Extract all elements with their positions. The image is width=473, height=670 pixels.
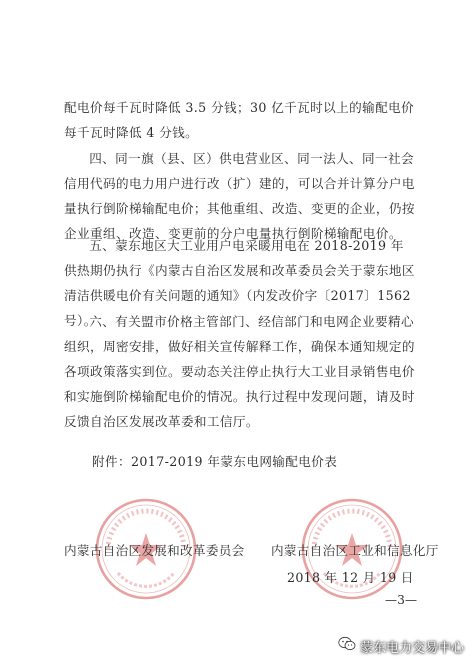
- watermark-text: 蒙东电力交易中心: [360, 640, 465, 656]
- paragraph-continuation: 配电价每千瓦时降低 3.5 分钱；30 亿千瓦时以上的输配电价每千瓦时降低 4 分钱。: [64, 100, 415, 140]
- signatory-industry-it-department: 内蒙古自治区工业和信息化厅: [271, 543, 439, 558]
- issue-date: 2018 年 12 月 19 日: [287, 570, 414, 585]
- paragraph-item-six: 六、有关盟市价格主管部门、经信部门和电网企业要精心组织，周密安排，做好相关宣传解释工作，确保本通知规定的各项政策落实到位。要动态关注停止执行大工业目录销售电价和实施倒阶梯输配电价的情况。执行过程中发现问题，请及时反馈自治区发展改革委和工信厅。: [64, 314, 415, 429]
- watermark: [338, 636, 464, 656]
- page-number: —3—: [385, 593, 418, 607]
- paragraph-item-four: 四、同一旗（县、区）供电营业区、同一法人、同一社会信用代码的电力用户进行改（扩）建的，可以合并计算分户电量执行倒阶梯输配电价；其他重组、改造、变更的企业，仍按企业重组、改造、变更前的分户电量执行倒阶梯输配电价。: [64, 151, 415, 241]
- wechat-icon: [338, 636, 356, 656]
- signatory-development-reform-commission: 内蒙古自治区发展和改革委员会: [64, 543, 245, 558]
- attachment-line: 附件：2017-2019 年蒙东电网输配电价表: [92, 454, 338, 469]
- paragraph-item-five: 五、蒙东地区大工业用户电采暖用电在 2018-2019 年供热期仍执行《内蒙古自治区发展和改革委员会关于蒙东地区清洁供暖电价有关问题的通知》（内发改价字〔2017〕1562 号）。: [64, 238, 416, 328]
